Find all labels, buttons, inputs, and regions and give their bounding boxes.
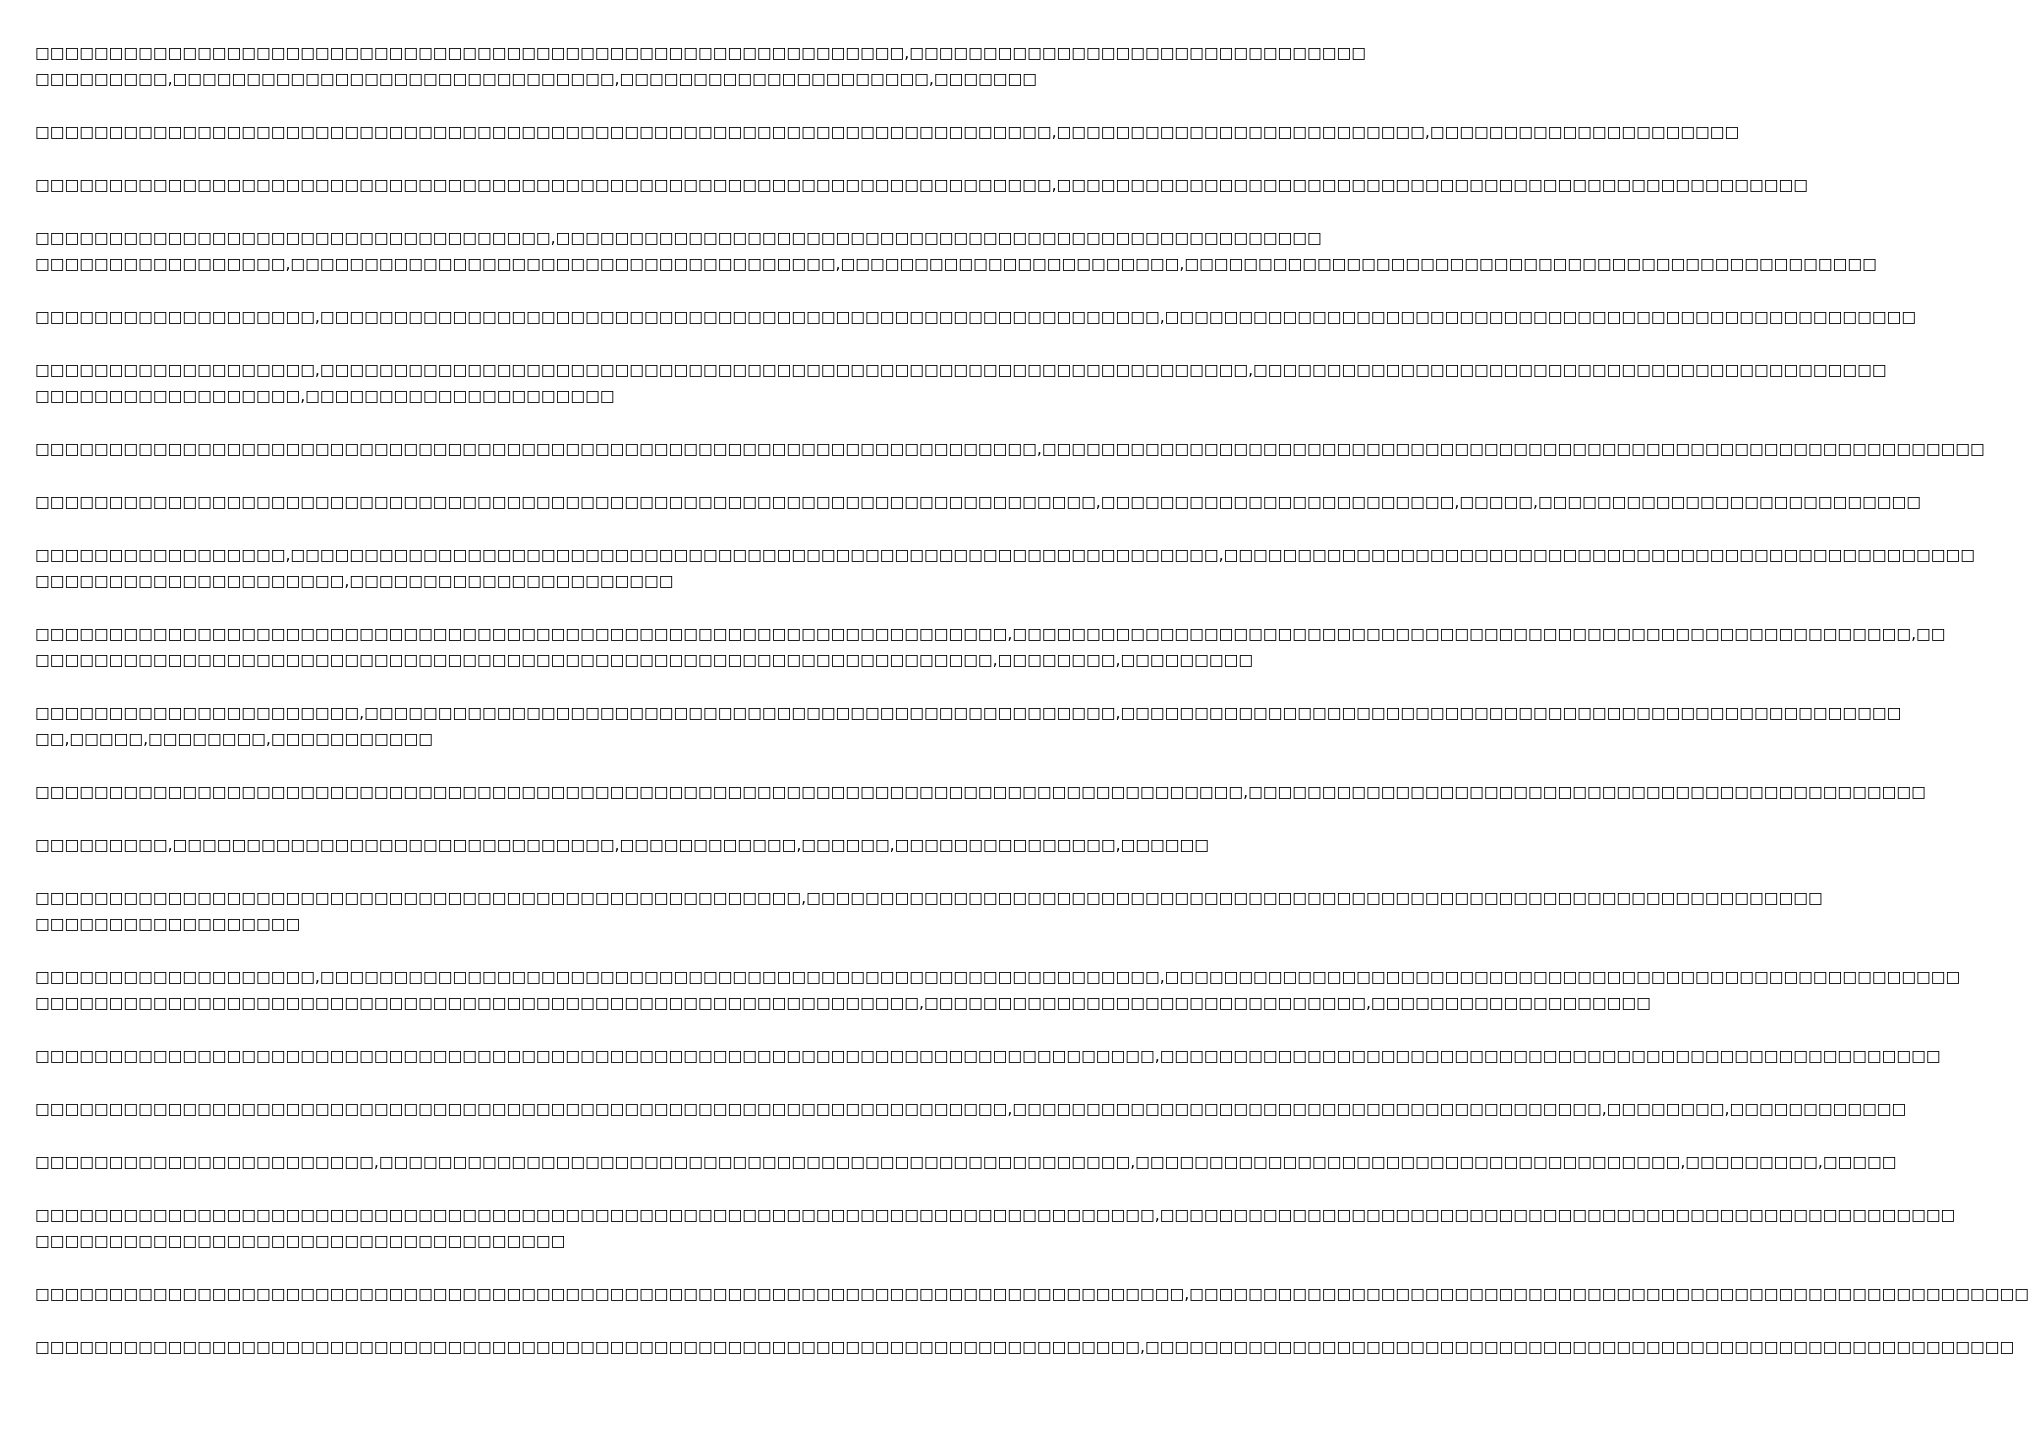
- paragraph: [35, 832, 1209, 858]
- paragraph: [35, 172, 1808, 198]
- text-line: □□□□□□□□□□□□□□□□□□□□□□□,□□□□□□□□□□□□□□□□□□□□□□□□□□□□□□□□□□□□□□□□□□□□□□□□□□□,□□□□□□□□□□□□□□□□□□□□□□□□□□□□□□□□□□□□□,□□□□□□□□□,□□□□□: [35, 1153, 1897, 1171]
- paragraph: [35, 621, 1946, 673]
- paragraph: [35, 1202, 1956, 1254]
- text-line: □□,□□□□□,□□□□□□□□,□□□□□□□□□□□: [35, 730, 433, 748]
- paragraph: [35, 357, 1887, 409]
- text-line: □□□□□□□□□□□□□□□□□□□□□□□□□□□□□□□□□□□□□□□□□□□□□□□□□□□□□□□□□□□□□□□□□□□□□,□□□□□□□□□□□□□□□□□□□□□□□□□,□□□□□□□□□□□□□□□□□□□□□: [35, 123, 1740, 141]
- paragraph: [35, 700, 1902, 752]
- paragraph: [35, 119, 1740, 145]
- paragraph: [35, 1149, 1897, 1175]
- paragraph: [35, 964, 1961, 1016]
- paragraph: [35, 225, 1877, 277]
- text-line: □□□□□□□□□□□□□□□□□□□□□□□□□□□□□□□□□□□□□□□□□□□□□□□□□□□□□□□□□□□□□□□□□□,□□□□□□□□□□□□□□□□□□□□□□□□□□□□□□□□□□□□□□□□,□□□□□□□□,□□□□□□□□□□□□: [35, 1100, 1907, 1118]
- paragraph: [35, 1334, 2015, 1360]
- paragraph: [35, 436, 1985, 462]
- text-line: □□□□□□□□□,□□□□□□□□□□□□□□□□□□□□□□□□□□□□□□,□□□□□□□□□□□□□□□□□□□□□,□□□□□□□: [35, 70, 1038, 88]
- text-line: □□□□□□□□□□□□□□□□□□: [35, 915, 301, 933]
- paragraph: [35, 1281, 2029, 1307]
- text-line: □□□□□□□□□□□□□□□□□□□□□□□□□□□□□□□□□□□□□□□□□□□□□□□□□□□□□□□□□□□□□□□□□□□□□□□□□□□□□□,□□□□□□□□□□□□□□□□□□□□□□□□□□□□□□□□□□□□□□□□□□□□□□□□□□□□□□□□□: [35, 1285, 2029, 1303]
- text-line: □□□□□□□□□□□□□□□□□□□□□□□□□□□□□□□□□□□□□□□□□□□□□□□□□□□□□□□□□□□□,□□□□□□□□□□□□□□□□□□□□□□□□□□□□□□,□□□□□□□□□□□□□□□□□□□: [35, 994, 1651, 1012]
- text-line: □□□□□□□□□□□□□□□□□,□□□□□□□□□□□□□□□□□□□□□□□□□□□□□□□□□□□□□,□□□□□□□□□□□□□□□□□□□□□□□,□□□□□□□□□□□□□□□□□□□□□□□□□□□□□□□□□□□□□□□□□□□□□□□: [35, 255, 1877, 273]
- text-line: □□□□□□□□□□□□□□□□□□□□□□,□□□□□□□□□□□□□□□□□□□□□□□□□□□□□□□□□□□□□□□□□□□□□□□□□□□,□□□□□□□□□□□□□□□□□□□□□□□□□□□□□□□□□□□□□□□□□□□□□□□□□□□□□: [35, 704, 1902, 722]
- text-line: □□□□□□□□□□□□□□□□□,□□□□□□□□□□□□□□□□□□□□□□□□□□□□□□□□□□□□□□□□□□□□□□□□□□□□□□□□□□□□□□□,□□□□□□□□□□□□□□□□□□□□□□□□□□□□□□□□□□□□□□□□□□□□□□□□□□□: [35, 546, 1975, 564]
- text-line: □□□□□□□□□□□□□□□□□□□□□□□□□□□□□□□□□□□□□□□□□□□□□□□□□□□□□□□□□□□,□□□□□□□□□□□□□□□□□□□□□□□□□□□□□□□: [35, 44, 1366, 62]
- text-line: □□□□□□□□□□□□□□□□□□□□□□□□□□□□□□□□□□□□□□□□□□□□□□□□□□□□□□□□□□□□□□□□□□,□□□□□□□□□□□□□□□□□□□□□□□□□□□□□□□□□□□□□□□□□□□□□□□□□□□□□□□□□□□□□,□□: [35, 625, 1946, 643]
- text-line: □□□□□□□□□□□□□□□□□□□□□□□□□□□□□□□□□□□□□□□□□□□□□□□□□□□□,□□□□□□□□□□□□□□□□□□□□□□□□□□□□□□□□□□□□□□□□□□□□□□□□□□□□□□□□□□□□□□□□□□□□□: [35, 889, 1823, 907]
- text-line: □□□□□□□□□□□□□□□□□□□□□,□□□□□□□□□□□□□□□□□□□□□□: [35, 572, 674, 590]
- paragraph: [35, 779, 1926, 805]
- text-line: □□□□□□□□□□□□□□□□□□□□□□□□□□□□□□□□□□□□□□□□□□□□□□□□□□□□□□□□□□□□□□□□□□□□,□□□□□□□□□□□□□□□□□□□□□□□□□□□□□□□□□□□□□□□□□□□□□□□□□□□□□□□□□□□□□□□□: [35, 440, 1985, 458]
- text-line: □□□□□□□□□□□□□□□□□□□,□□□□□□□□□□□□□□□□□□□□□□□□□□□□□□□□□□□□□□□□□□□□□□□□□□□□□□□□□□□□□□□,□□□□□□□□□□□□□□□□□□□□□□□□□□□□□□□□□□□□□□□□□□□: [35, 361, 1887, 379]
- text-line: □□□□□□□□□□□□□□□□□□,□□□□□□□□□□□□□□□□□□□□□: [35, 387, 615, 405]
- paragraph: [35, 489, 1922, 515]
- paragraph: [35, 40, 1366, 92]
- text-line: □□□□□□□□□□□□□□□□□□□,□□□□□□□□□□□□□□□□□□□□□□□□□□□□□□□□□□□□□□□□□□□□□□□□□□□□□□□□□,□□□□□□□□□□□□□□□□□□□□□□□□□□□□□□□□□□□□□□□□□□□□□□□□□□□□□□: [35, 968, 1961, 986]
- text-line: □□□□□□□□□□□□□□□□□□□□□□□□□□□□□□□□□□□□□□□□□□□□□□□□□□□□□□□□□□□□□□□□□□□□□□□□□□□□,□□□□□□□□□□□□□□□□□□□□□□□□□□□□□□□□□□□□□□□□□□□□□□□□□□□□□: [35, 1047, 1941, 1065]
- text-line: □□□□□□□□□□□□□□□□□□□□□□□□□□□□□□□□□□□□□□□□□□□□□□□□□□□□□□□□□□□□□□□□□,□□□□□□□□,□□□□□□□□□: [35, 651, 1254, 669]
- text-line: □□□□□□□□□□□□□□□□□□□□□□□□□□□□□□□□□□□□□□□□□□□□□□□□□□□□□□□□□□□□□□□□□□□□□□□□,□□□□□□□□□□□□□□□□□□□□□□□□,□□□□□,□□□□□□□□□□□□□□□□□□□□□□□□□□: [35, 493, 1922, 511]
- text-line: □□□□□□□□□□□□□□□□□□□,□□□□□□□□□□□□□□□□□□□□□□□□□□□□□□□□□□□□□□□□□□□□□□□□□□□□□□□□□,□□□□□□□□□□□□□□□□□□□□□□□□□□□□□□□□□□□□□□□□□□□□□□□□□□□: [35, 308, 1917, 326]
- text-line: □□□□□□□□□□□□□□□□□□□□□□□□□□□□□□□□□□□□: [35, 1232, 566, 1250]
- text-line: □□□□□□□□□□□□□□□□□□□□□□□□□□□□□□□□□□□□□□□□□□□□□□□□□□□□□□□□□□□□□□□□□□□□□,□□□□□□□□□□□□□□□□□□□□□□□□□□□□□□□□□□□□□□□□□□□□□□□□□□□: [35, 176, 1808, 194]
- text-line: □□□□□□□□□□□□□□□□□□□□□□□□□□□□□□□□□□□□□□□□□□□□□□□□□□□□□□□□□□□□□□□□□□□□□□□□□□□,□□□□□□□□□□□□□□□□□□□□□□□□□□□□□□□□□□□□□□□□□□□□□□□□□□□□□□□□□□□: [35, 1338, 2015, 1356]
- paragraph: [35, 542, 1975, 594]
- text-line: □□□□□□□□□□□□□□□□□□□□□□□□□□□□□□□□□□□□□□□□□□□□□□□□□□□□□□□□□□□□□□□□□□□□□□□□□□□□□□□□□□,□□□□□□□□□□□□□□□□□□□□□□□□□□□□□□□□□□□□□□□□□□□□□□: [35, 783, 1926, 801]
- text-line: □□□□□□□□□,□□□□□□□□□□□□□□□□□□□□□□□□□□□□□□,□□□□□□□□□□□□,□□□□□□,□□□□□□□□□□□□□□□,□□□□□□: [35, 836, 1209, 854]
- text-line: □□□□□□□□□□□□□□□□□□□□□□□□□□□□□□□□□□□,□□□□□□□□□□□□□□□□□□□□□□□□□□□□□□□□□□□□□□□□□□□□□□□□□□□□: [35, 229, 1322, 247]
- paragraph: [35, 1096, 1907, 1122]
- paragraph: [35, 1043, 1941, 1069]
- text-line: □□□□□□□□□□□□□□□□□□□□□□□□□□□□□□□□□□□□□□□□□□□□□□□□□□□□□□□□□□□□□□□□□□□□□□□□□□□□,□□□□□□□□□□□□□□□□□□□□□□□□□□□□□□□□□□□□□□□□□□□□□□□□□□□□□□: [35, 1206, 1956, 1224]
- document-body: [35, 40, 2029, 1387]
- paragraph: [35, 885, 1823, 937]
- paragraph: [35, 304, 1917, 330]
